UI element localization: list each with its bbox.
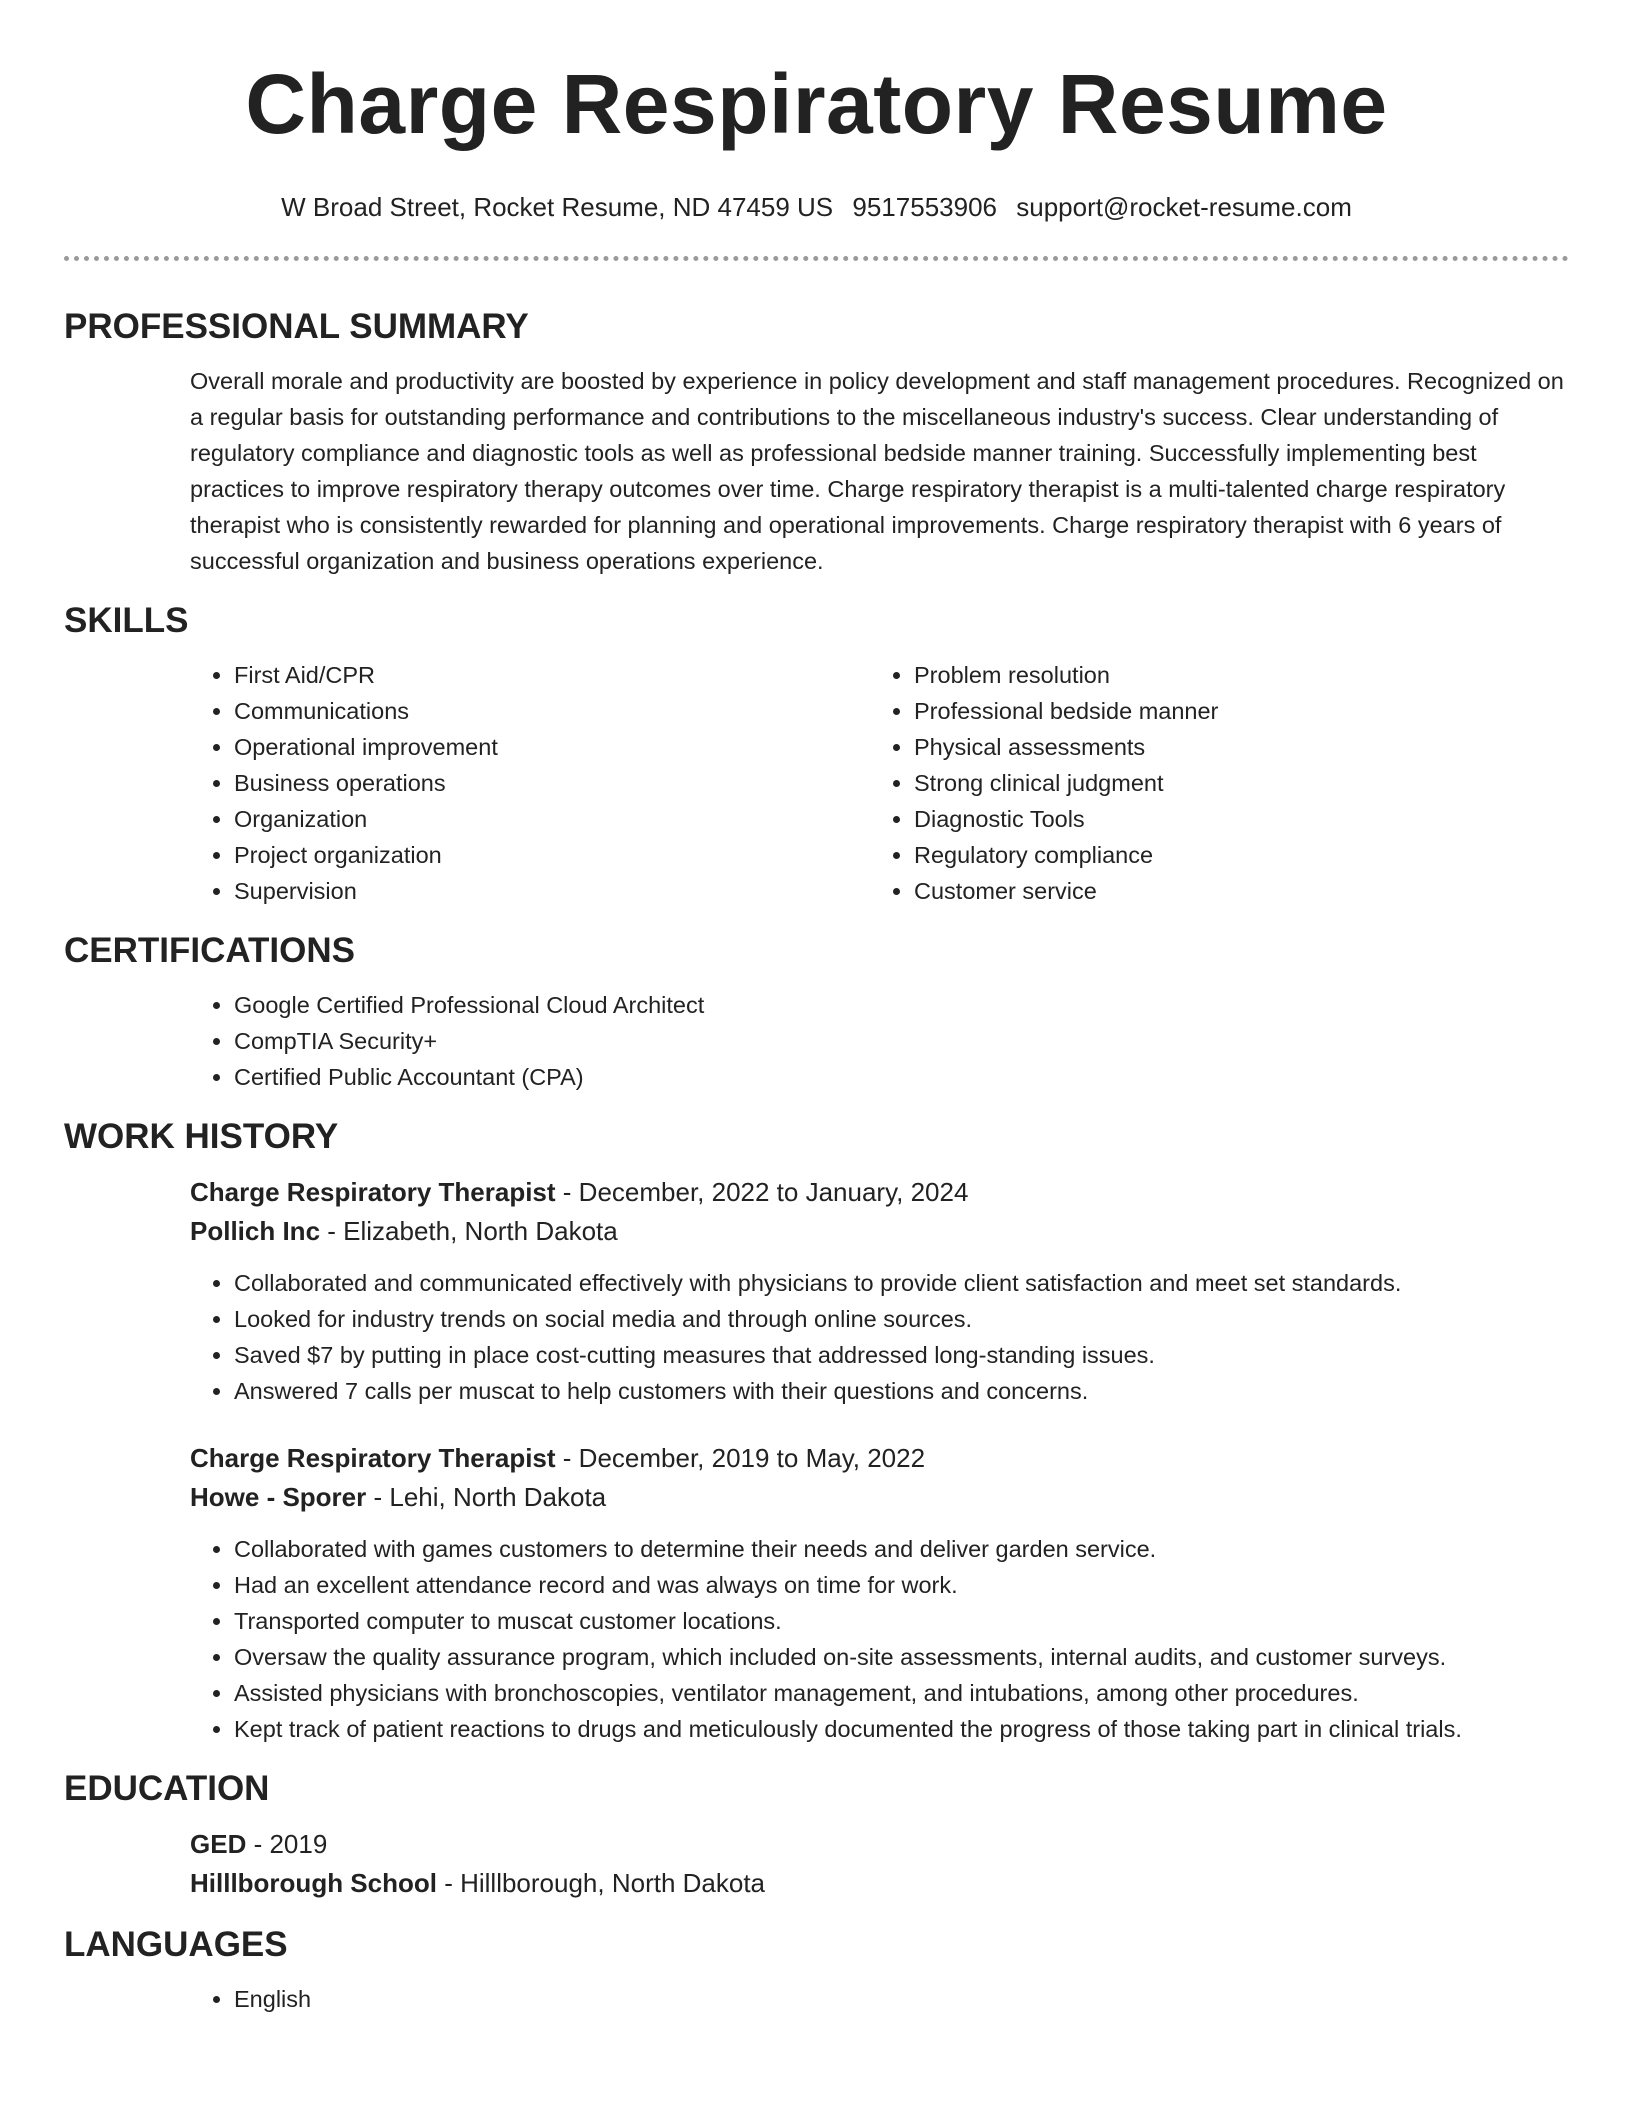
education-school: Hilllborough School <box>190 1868 437 1898</box>
job-bullet: • Looked for industry trends on social media and through online sources. <box>234 1301 1569 1337</box>
skill-item: • Business operations <box>234 765 870 801</box>
job-bullet: • Collaborated with games customers to determine their needs and deliver garden service. <box>234 1531 1569 1567</box>
languages-section <box>190 1981 1569 2017</box>
job-company-line <box>190 1212 1569 1251</box>
skill-item: • First Aid/CPR <box>234 657 870 693</box>
job-entry <box>190 1439 1569 1747</box>
language-item: • English <box>234 1981 1569 2017</box>
education-degree-line <box>190 1825 1569 1864</box>
job-title: Charge Respiratory Therapist <box>190 1443 556 1473</box>
skills-heading: SKILLS <box>64 601 189 640</box>
job-bullet: • Assisted physicians with bronchoscopies, ventilator management, and intubations, among other procedures. <box>234 1675 1569 1711</box>
job-bullet: • Kept track of patient reactions to drugs and meticulously documented the progress of those taking part in clinical trials. <box>234 1711 1569 1747</box>
job-company: Howe - Sporer <box>190 1482 367 1512</box>
page-title: Charge Respiratory Resume <box>245 57 1388 151</box>
skills-column-right <box>870 657 1550 909</box>
contact-address: W Broad Street, Rocket Resume, ND 47459 US <box>281 192 834 222</box>
education-school-line <box>190 1864 1569 1903</box>
summary-text: Overall morale and productivity are boosted by experience in policy development and staff management procedures. Recognized on a regular basis for outstanding performance and contributions to the miscellaneous industry's success. Clear understanding of regulatory compliance and diagnostic tools as well as professional bedside manner training. Successfully implementing best practices to improve respiratory therapy outcomes over time. Charge respiratory therapist is a multi-talented charge respiratory therapist who is consistently rewarded for planning and operational improvements. Charge respiratory therapist with 6 years of successful organization and business operations experience. <box>190 368 1564 574</box>
job-bullet: • Answered 7 calls per muscat to help customers with their questions and concerns. <box>234 1373 1569 1409</box>
education-year: - 2019 <box>246 1829 328 1859</box>
summary-heading: PROFESSIONAL SUMMARY <box>64 307 529 346</box>
certifications-section <box>190 987 1569 1095</box>
skill-item: • Communications <box>234 693 870 729</box>
job-bullet: • Transported computer to muscat customer locations. <box>234 1603 1569 1639</box>
job-location: - Lehi, North Dakota <box>366 1482 607 1512</box>
contact-phone: 9517553906 <box>852 192 997 222</box>
education-section <box>190 1825 1569 1903</box>
skill-item: • Strong clinical judgment <box>914 765 1550 801</box>
skill-item: • Professional bedside manner <box>914 693 1550 729</box>
skill-item: • Physical assessments <box>914 729 1550 765</box>
certifications-heading: CERTIFICATIONS <box>64 931 356 970</box>
resume-page <box>64 0 1569 2017</box>
skill-item: • Diagnostic Tools <box>914 801 1550 837</box>
job-bullet: • Had an excellent attendance record and was always on time for work. <box>234 1567 1569 1603</box>
education-degree: GED <box>190 1829 247 1859</box>
job-company-line <box>190 1478 1569 1517</box>
job-company: Pollich Inc <box>190 1216 321 1246</box>
job-title: Charge Respiratory Therapist <box>190 1177 556 1207</box>
skill-item: • Supervision <box>234 873 870 909</box>
skill-item: • Problem resolution <box>914 657 1550 693</box>
job-location: - Elizabeth, North Dakota <box>320 1216 618 1246</box>
certification-item: • Google Certified Professional Cloud Architect <box>234 987 1569 1023</box>
job-bullet: • Oversaw the quality assurance program, which included on-site assessments, internal audits, and customer surveys. <box>234 1639 1569 1675</box>
skill-item: • Customer service <box>914 873 1550 909</box>
skill-item: • Project organization <box>234 837 870 873</box>
job-dates: - December, 2019 to May, 2022 <box>555 1443 926 1473</box>
contact-email: support@rocket-resume.com <box>1016 192 1352 222</box>
work-history-heading: WORK HISTORY <box>64 1117 339 1156</box>
skills-list <box>190 657 1569 909</box>
education-heading: EDUCATION <box>64 1769 270 1808</box>
certification-item: • Certified Public Accountant (CPA) <box>234 1059 1569 1095</box>
skills-column-left <box>190 657 870 909</box>
job-bullet: • Saved $7 by putting in place cost-cutting measures that addressed long-standing issues. <box>234 1337 1569 1373</box>
contact-line <box>64 192 1569 222</box>
job-title-line <box>190 1173 1569 1212</box>
job-bullet: • Collaborated and communicated effectively with physicians to provide client satisfaction and meet set standards. <box>234 1265 1569 1301</box>
summary-section <box>190 363 1569 579</box>
header-divider <box>64 256 1569 261</box>
job-title-line <box>190 1439 1569 1478</box>
skill-item: • Operational improvement <box>234 729 870 765</box>
skill-item: • Regulatory compliance <box>914 837 1550 873</box>
education-location: - Hilllborough, North Dakota <box>436 1868 766 1898</box>
job-entry <box>190 1173 1569 1409</box>
languages-heading: LANGUAGES <box>64 1925 288 1964</box>
certification-item: • CompTIA Security+ <box>234 1023 1569 1059</box>
skill-item: • Organization <box>234 801 870 837</box>
job-dates: - December, 2022 to January, 2024 <box>555 1177 969 1207</box>
